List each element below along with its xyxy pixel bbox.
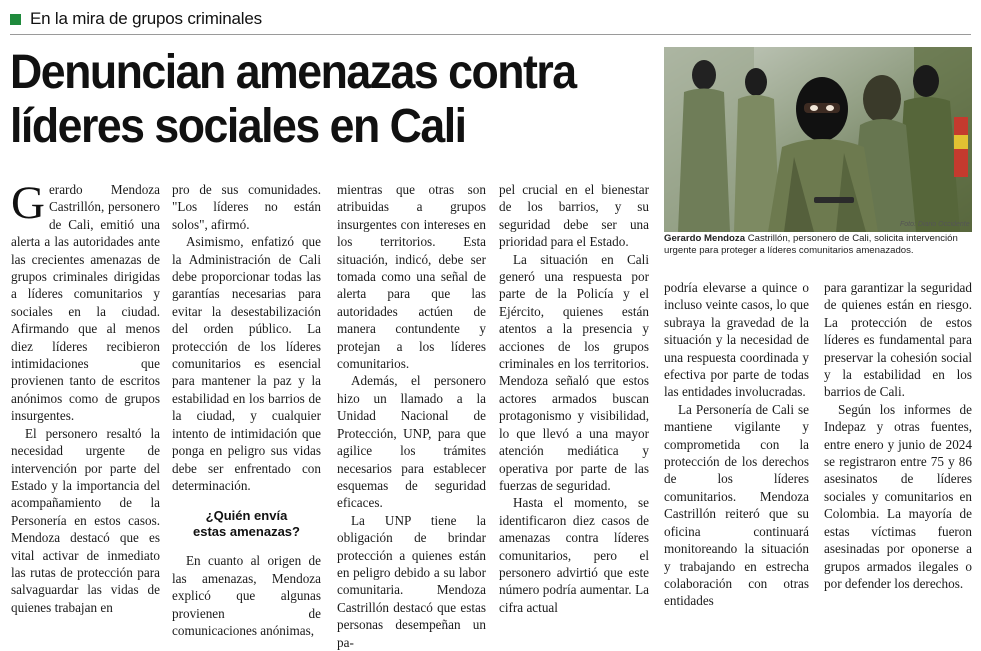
subheading: [172, 508, 321, 540]
paragraph-text: erardo Mendoza Castrillón, personero de Cali, emitió una alerta a las autoridades ante las crecientes amenazas de grupos criminales dirigidas a líderes comunitarios y sociales en la ciudad. Afirmando que al menos diez líderes recibieron intimidaciones que provienen tanto de escritos anónimos como de grupos insurgentes.: [11, 182, 160, 424]
subheading-line-2: estas amenazas?: [193, 524, 300, 540]
article-paragraph: pro de sus comunidades. "Los líderes no están solos", afirmó.: [172, 182, 321, 232]
section-header: [10, 8, 262, 30]
headline-line-1: Denuncian amenazas contra: [10, 46, 576, 99]
article-paragraph: pel crucial en el bienestar de los barrios, y su seguridad debe ser una prioridad para el Estado.: [499, 182, 649, 250]
article-paragraph: El personero resaltó la necesidad urgente de intervención por parte del Estado y la importancia del acompañamiento de la Personería en estos casos. Mendoza destacó que es vital activar de inmediato las rutas de protección para salvaguardar las vidas de quienes trabajan en: [11, 425, 160, 615]
article-paragraph: para garantizar la seguridad de quienes están en riesgo. La protección de estos líderes es fundamental para preservar la cohesión social y la estabilidad en los barrios de Cali.: [824, 280, 972, 400]
article-paragraph: [11, 177, 160, 425]
headline: [10, 46, 605, 154]
article-column-2: [172, 181, 321, 639]
article-paragraph: Además, el personero hizo un llamado a la Unidad Nacional de Protección, UNP, para que agilice los trámites necesarios para establecer esquemas de seguridad eficaces.: [337, 373, 486, 511]
section-marker: [10, 14, 21, 25]
article-paragraph: mientras que otras son atribuidas a grupos insurgentes con intereses en los territorios. Esta situación, indicó, debe ser tomada como una señal de alerta para que las autoridades actúen de manera contundente y protejan a los líderes comunitarios.: [337, 182, 486, 372]
photo-credit: Foto: Diario Occidente: [900, 221, 970, 228]
article-paragraph: Según los informes de Indepaz y otras fuentes, entre enero y junio de 2024 se registraron entre 75 y 86 asesinatos de líderes sociales y comunitarios en Colombia. La mayoría de estas víctimas fueron asesinadas por oponerse a grupos armados ilegales o por defender los derechos.: [824, 401, 972, 591]
subheading-line-1: ¿Quién envía: [205, 508, 288, 524]
caption-name: Gerardo Mendoza: [664, 233, 746, 244]
article-paragraph: Hasta el momento, se identificaron diez casos de amenazas contra líderes comunitarios, pero el personero advirtió que este número podría aumentar. La cifra actual: [499, 495, 649, 615]
caption-text: Castrillón, personero de Cali, solicita intervención urgente para proteger a líderes comunitarios amenazados.: [664, 233, 958, 256]
article-column-5: [664, 279, 809, 610]
section-divider: [10, 34, 971, 35]
article-column-6: [824, 279, 972, 592]
headline-line-2: líderes sociales en Cali: [10, 100, 466, 153]
article-paragraph: En cuanto al origen de las amenazas, Mendoza explicó que algunas provienen de comunicaciones anónimas,: [172, 553, 321, 638]
article-column-4: [499, 181, 649, 616]
masked-men-photo: [664, 47, 972, 232]
article-paragraph: Asimismo, enfatizó que la Administración de Cali debe proporcionar todas las garantías necesarias para evitar la desestabilización del orden público. La protección de los líderes comunitarios es esencial para mantener la paz y la estabilidad en los barrios de la ciudad, y cualquier intento de intimidación que ponga en peligro sus vidas debe ser enfrentado con determinación.: [172, 234, 321, 493]
article-paragraph: La UNP tiene la obligación de brindar protección a quienes están en peligro debido a su labor comunitaria. Mendoza Castrillón destacó que estas personas desempeñan un pa-: [337, 512, 486, 650]
article-paragraph: podría elevarse a quince o incluso veinte casos, lo que subraya la gravedad de la situación y la necesidad de una respuesta coordinada y efectiva por parte de todas las entidades involucradas.: [664, 280, 809, 400]
drop-cap: G: [11, 177, 45, 229]
article-column-1: [11, 177, 160, 616]
article-paragraph: La Personería de Cali se mantiene vigilante y comprometida con la protección de los derechos de los líderes comunitarios. Mendoza Castrillón reiteró que su oficina continuará monitoreando la situación y trabajando en estrecha colaboración con otras entidades: [664, 401, 809, 609]
article-column-3: [337, 181, 486, 651]
photo-caption: [664, 233, 974, 257]
article-photo: [664, 47, 972, 232]
article-paragraph: La situación en Cali generó una respuesta por parte de la Policía y el Ejército, quienes están atentos a la presencia y acciones de los grupos criminales en los territorios. Mendoza señaló que estos actores armados buscan protagonismo y visibilidad, lo que llevó a una mayor atención mediática y operativa por parte de las fuerzas de seguridad.: [499, 251, 649, 493]
section-label: En la mira de grupos criminales: [30, 9, 262, 28]
